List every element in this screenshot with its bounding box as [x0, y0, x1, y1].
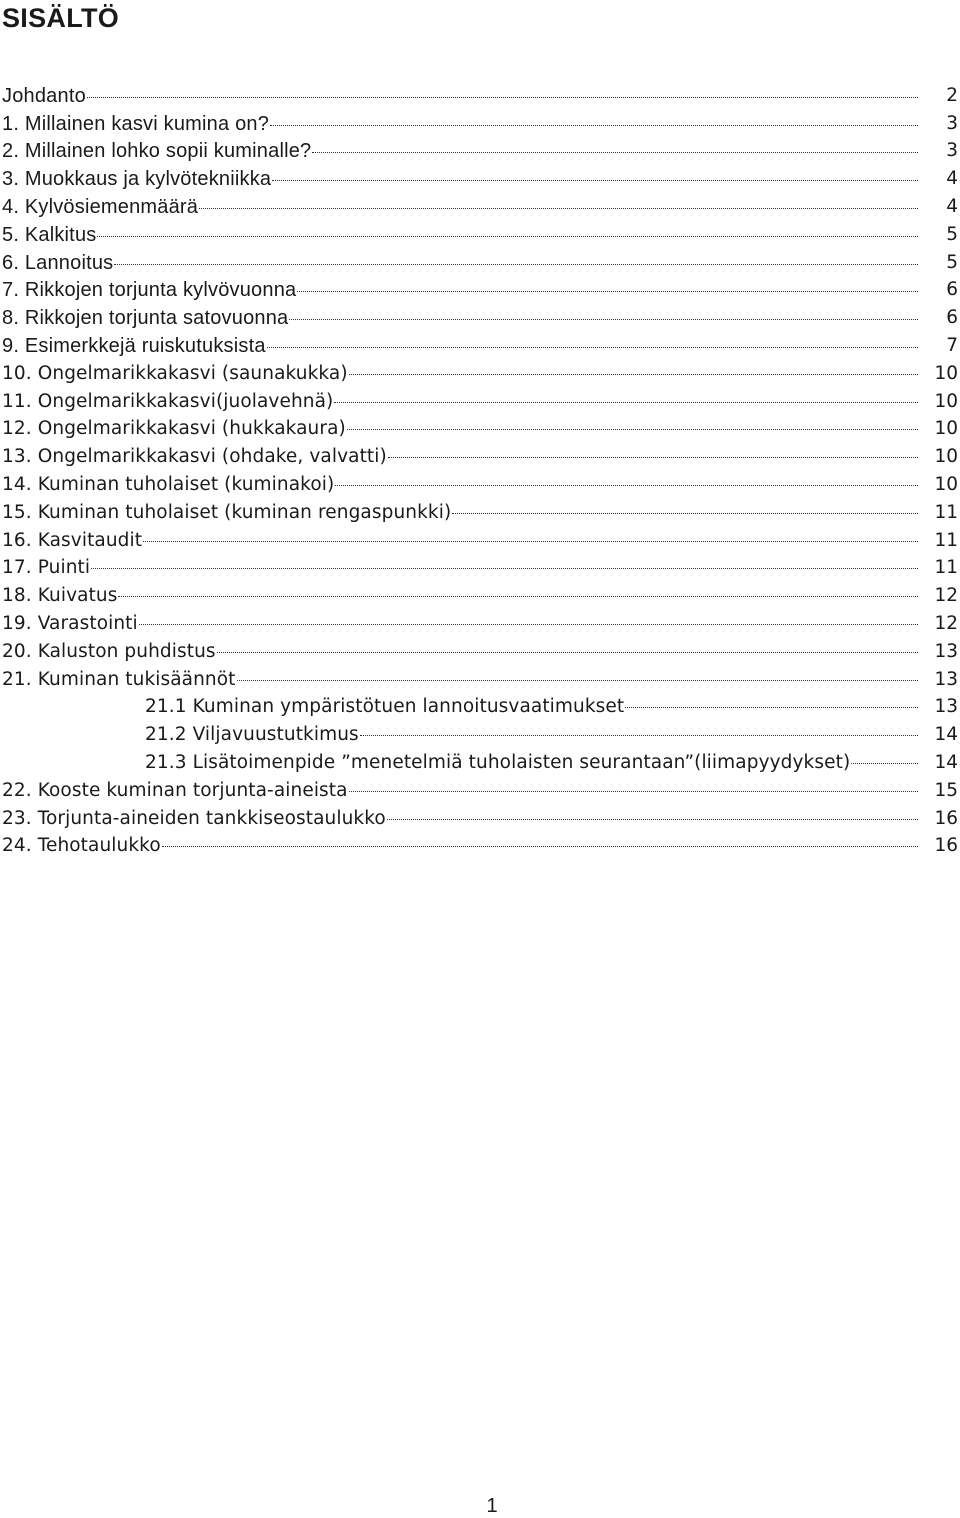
toc-entry	[0, 388, 960, 416]
toc-entry-label: 16. Kasvitaudit	[2, 529, 143, 551]
toc-entry-label: 11. Ongelmarikkakasvi(juolavehnä)	[2, 390, 334, 412]
toc-entry	[0, 165, 960, 193]
toc-entry-page: 3	[946, 140, 958, 162]
toc-entry-label: 20. Kaluston puhdistus	[2, 640, 216, 662]
toc-entry	[0, 833, 960, 861]
dot-leader	[312, 152, 918, 153]
toc-subentry	[0, 721, 960, 749]
toc-entry	[0, 610, 960, 638]
toc-entry-label: 9. Esimerkkejä ruiskutuksista	[2, 335, 266, 358]
toc-entry	[0, 332, 960, 360]
toc-entry	[0, 638, 960, 666]
toc-entry-page: 15	[934, 779, 958, 801]
toc-entry-label: 15. Kuminan tuholaiset (kuminan rengaspunkki)	[2, 501, 452, 523]
toc-entry-label: 23. Torjunta-aineiden tankkiseostaulukko	[2, 807, 386, 829]
toc-entry-label: 22. Kooste kuminan torjunta-aineista	[2, 779, 348, 801]
toc-entry	[0, 555, 960, 583]
dot-leader	[97, 236, 918, 237]
toc-entry-page: 10	[934, 446, 958, 468]
toc-entry	[0, 443, 960, 471]
toc-entry-page: 10	[934, 474, 958, 496]
toc-entry-page: 5	[946, 223, 958, 245]
toc-entry-page: 10	[934, 390, 958, 412]
toc-entry-page: 16	[934, 835, 958, 857]
toc-entry	[0, 277, 960, 305]
toc-entry-label: 13. Ongelmarikkakasvi (ohdake, valvatti)	[2, 446, 387, 468]
toc-entry-page: 6	[946, 279, 958, 301]
toc-entry-page: 16	[934, 807, 958, 829]
dot-leader	[272, 180, 918, 181]
dot-leader	[349, 374, 918, 375]
toc-entry	[0, 221, 960, 249]
dot-leader	[625, 707, 918, 708]
toc-entry-page: 13	[934, 640, 958, 662]
dot-leader	[199, 208, 918, 209]
toc-entry-page: 4	[946, 196, 958, 218]
dot-leader	[217, 652, 918, 653]
toc-entry-page: 11	[934, 557, 958, 579]
toc-entry-label: 3. Muokkaus ja kylvötekniikka	[2, 168, 272, 191]
dot-leader	[289, 319, 918, 320]
page-number: 1	[486, 1495, 498, 1517]
toc-entry	[0, 304, 960, 332]
toc-entry	[0, 805, 960, 833]
toc-entry-page: 5	[946, 251, 958, 273]
toc-entry-page: 14	[934, 752, 958, 774]
dot-leader	[91, 568, 918, 569]
toc-entry	[0, 527, 960, 555]
toc-entry	[0, 471, 960, 499]
dot-leader	[851, 763, 918, 764]
toc-entry-label: 6. Lannoitus	[2, 251, 114, 274]
toc-entry-page: 7	[946, 335, 958, 357]
toc-entry-page: 13	[934, 696, 958, 718]
toc-entry-label: 7. Rikkojen torjunta kylvövuonna	[2, 279, 297, 302]
dot-leader	[267, 347, 918, 348]
toc-entry-page: 2	[946, 84, 958, 106]
dot-leader	[114, 264, 918, 265]
toc-entry	[0, 110, 960, 138]
dot-leader	[347, 429, 918, 430]
dot-leader	[388, 457, 918, 458]
toc-entry-page: 3	[946, 112, 958, 134]
toc-entry-label: 8. Rikkojen torjunta satovuonna	[2, 307, 289, 330]
dot-leader	[162, 846, 918, 847]
dot-leader	[237, 680, 918, 681]
toc-entry	[0, 360, 960, 388]
toc-entry-page: 10	[934, 418, 958, 440]
toc-entry-label: 2. Millainen lohko sopii kuminalle?	[2, 140, 312, 163]
toc-entry-page: 6	[946, 307, 958, 329]
toc-entry-label: 17. Puinti	[2, 557, 91, 579]
toc-entry-page: 10	[934, 362, 958, 384]
page-title: SISÄLTÖ	[2, 3, 120, 33]
toc-entry-page: 11	[934, 501, 958, 523]
toc-entry	[0, 666, 960, 694]
toc-entry	[0, 138, 960, 166]
dot-leader	[335, 485, 918, 486]
toc-entry	[0, 499, 960, 527]
toc-entry	[0, 193, 960, 221]
dot-leader	[270, 125, 918, 126]
toc-entry	[0, 82, 960, 110]
toc-entry-label: 21. Kuminan tukisäännöt	[2, 668, 236, 690]
toc-entry-page: 4	[946, 168, 958, 190]
toc-subentry	[0, 749, 960, 777]
toc-subentry	[0, 694, 960, 722]
toc-entry-label: 18. Kuivatus	[2, 585, 118, 607]
toc-entry-label: 1. Millainen kasvi kumina on?	[2, 112, 270, 135]
toc-entry-label: 21.3 Lisätoimenpide ”menetelmiä tuholaisten seurantaan”(liimapyydykset)	[145, 752, 851, 774]
dot-leader	[87, 97, 918, 98]
toc-entry-label: 10. Ongelmarikkakasvi (saunakukka)	[2, 362, 348, 384]
toc-entry-label: 4. Kylvösiemenmäärä	[2, 196, 199, 219]
toc-entry-label: 5. Kalkitus	[2, 223, 97, 246]
toc-entry-page: 13	[934, 668, 958, 690]
table-of-contents	[0, 82, 960, 860]
toc-entry-label: 19. Varastointi	[2, 613, 138, 635]
dot-leader	[452, 513, 918, 514]
toc-entry-label: 24. Tehotaulukko	[2, 835, 161, 857]
dot-leader	[334, 402, 918, 403]
toc-entry	[0, 416, 960, 444]
dot-leader	[143, 541, 918, 542]
dot-leader	[118, 596, 918, 597]
toc-entry-label: 14. Kuminan tuholaiset (kuminakoi)	[2, 474, 335, 496]
dot-leader	[139, 624, 918, 625]
toc-entry	[0, 777, 960, 805]
toc-entry-label: 12. Ongelmarikkakasvi (hukkakaura)	[2, 418, 346, 440]
dot-leader	[360, 735, 918, 736]
toc-entry-page: 12	[934, 613, 958, 635]
dot-leader	[297, 291, 918, 292]
dot-leader	[387, 819, 918, 820]
toc-entry-label: Johdanto	[2, 84, 86, 107]
toc-entry-page: 11	[934, 529, 958, 551]
dot-leader	[349, 791, 918, 792]
toc-entry-label: 21.1 Kuminan ympäristötuen lannoitusvaatimukset	[145, 696, 625, 718]
toc-entry-page: 14	[934, 724, 958, 746]
toc-entry	[0, 582, 960, 610]
toc-entry-label: 21.2 Viljavuustutkimus	[145, 724, 359, 746]
toc-entry-page: 12	[934, 585, 958, 607]
toc-entry	[0, 249, 960, 277]
